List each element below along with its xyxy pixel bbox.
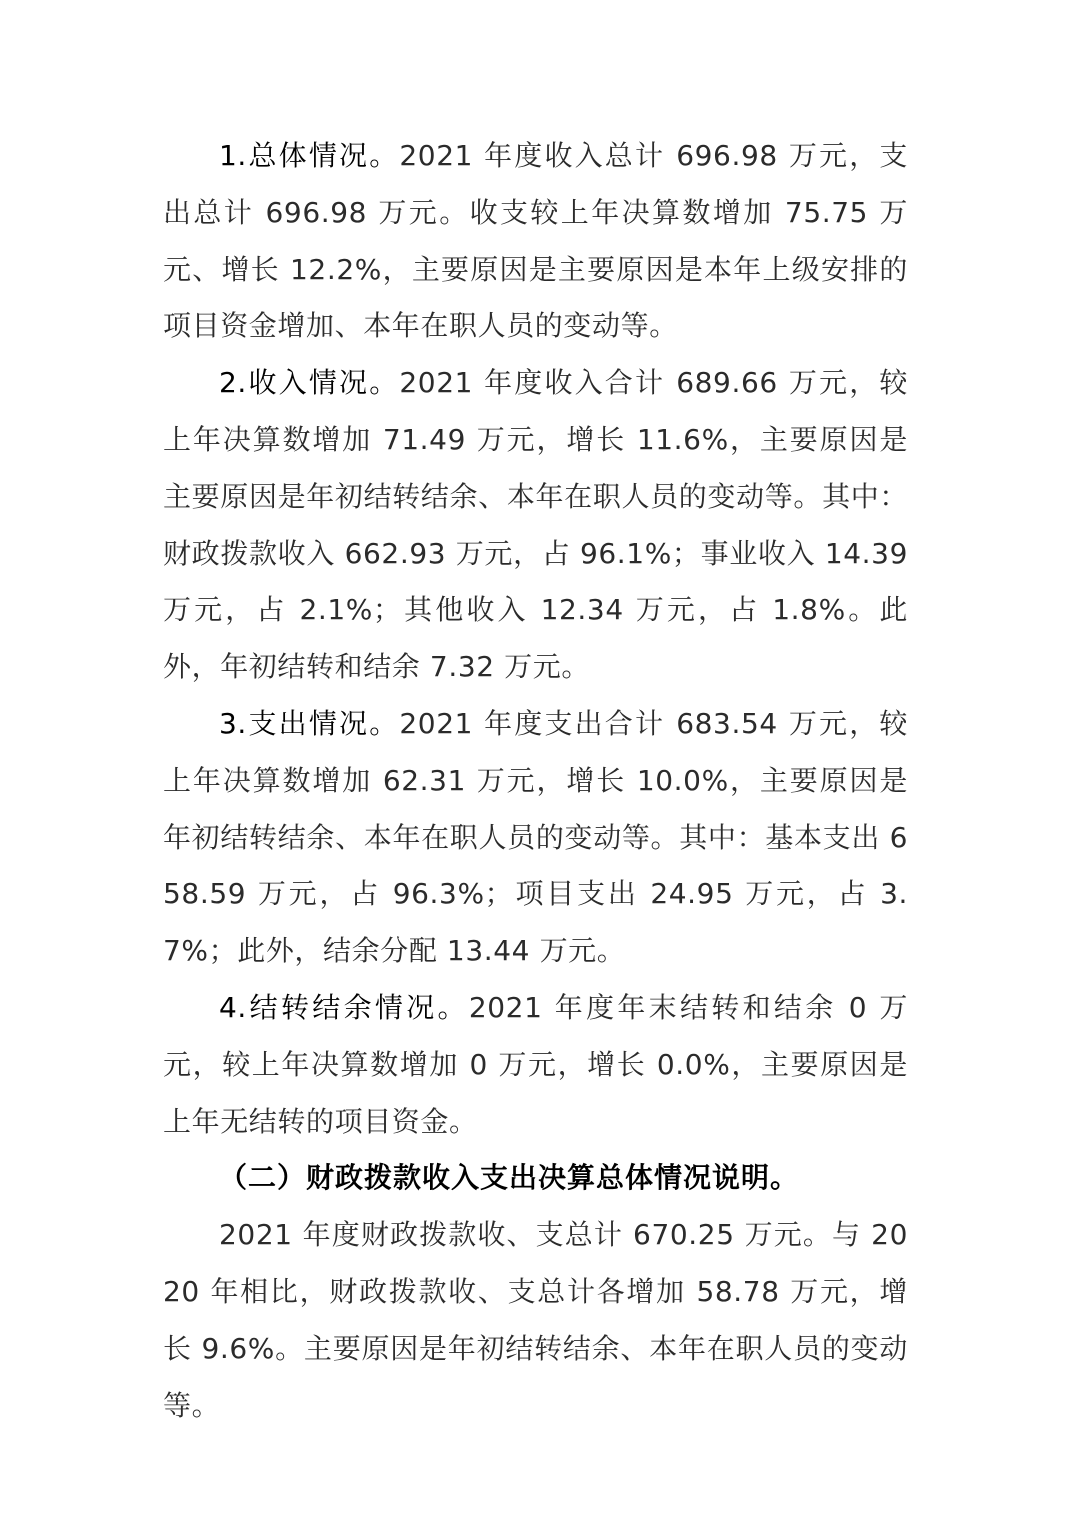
section-heading-fiscal-appropriation: （二）财政拨款收入支出决算总体情况说明。: [219, 1161, 800, 1195]
carryover-situation-paragraph: [163, 980, 908, 1150]
income-situation-paragraph: [163, 355, 908, 696]
fiscal-appropriation-paragraph: 2021 年度财政拨款收、支总计 670.25 万元。与 2020 年相比，财政拨款收、支总计各增加 58.78 万元，增长 9.6%。主要原因是年初结转结余、本年在职人员的变动等。: [163, 1218, 908, 1422]
expenditure-situation-text: 2021 年度支出合计 683.54 万元，较上年决算数增加 62.31 万元，增长 10.0%，主要原因是年初结转结余、本年在职人员的变动等。其中：基本支出 658.59 万元，占 96.3%；项目支出 24.95 万元，占 3.7%；此外，结余分配 13.44 万元。: [163, 706, 909, 968]
overall-situation-lead: 1.总体情况。: [219, 139, 400, 172]
expenditure-situation-lead: 3.支出情况。: [219, 706, 400, 740]
carryover-situation-lead: 4.结转结余情况。: [219, 990, 469, 1024]
document-body: [163, 128, 908, 1434]
carryover-situation-text: 2021 年度年末结转和结余 0 万元，较上年决算数增加 0 万元，增长 0.0%，主要原因是上年无结转的项目资金。: [163, 990, 908, 1138]
income-situation-lead: 2.收入情况。: [219, 366, 400, 400]
overall-situation-paragraph: [163, 128, 908, 355]
overall-situation-text: 2021 年度收入总计 696.98 万元，支出总计 696.98 万元。收支较上年决算数增加 75.75 万元、增长 12.2%，主要原因是主要原因是本年上级安排的项目资金增加、本年在职人员的变动等。: [163, 139, 909, 343]
expenditure-situation-paragraph: [163, 696, 908, 980]
income-situation-text: 2021 年度收入合计 689.66 万元，较上年决算数增加 71.49 万元，增长 11.6%，主要原因是主要原因是年初结转结余、本年在职人员的变动等。其中：财政拨款收入 662.93 万元，占 96.1%；事业收入 14.39 万元，占 2.1%；其他收入 12.34 万元，占 1.8%。此外，年初结转和结余 7.32 万元。: [163, 366, 909, 684]
